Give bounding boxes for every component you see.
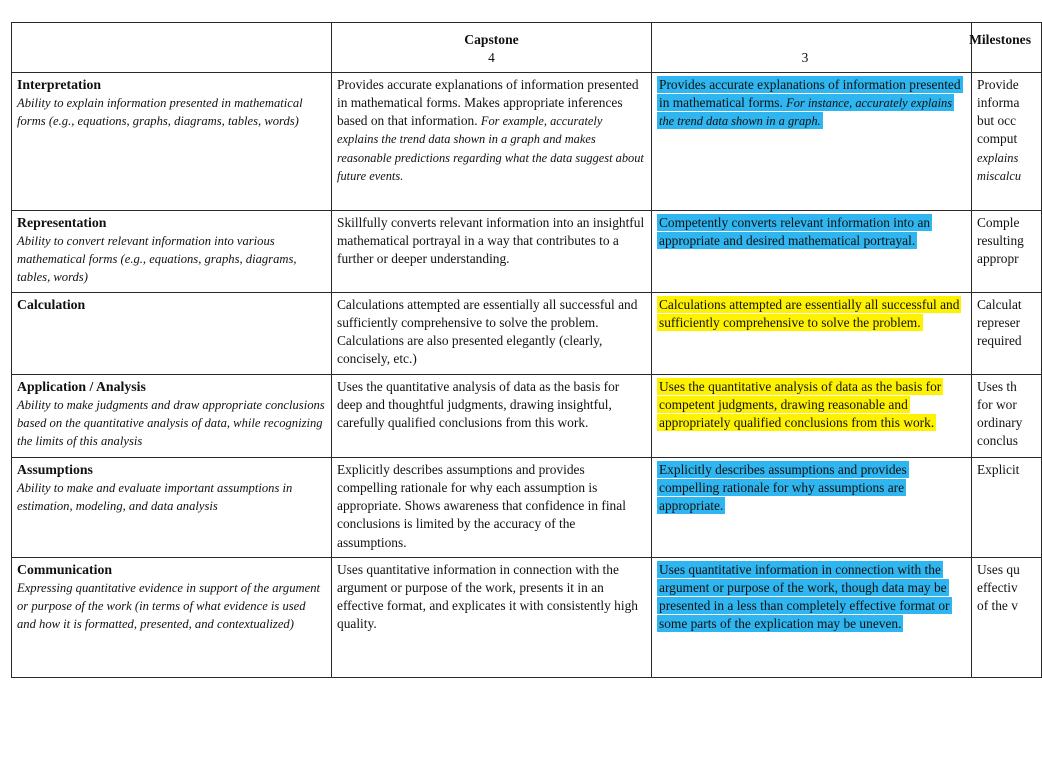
level2-line: effectiv xyxy=(977,579,1018,595)
level2-cell xyxy=(972,210,1042,292)
criterion-description: Ability to make judgments and draw appropriate conclusions based on the quantitative analysis of data, while recognizing the limits of this analysis xyxy=(17,397,325,449)
table-row xyxy=(12,374,1042,457)
level3-text: Calculations attempted are essentially all successful and sufficiently comprehensive to solve the problem. xyxy=(659,296,960,330)
capstone-cell xyxy=(332,210,652,292)
level2-line: resulting xyxy=(977,232,1024,248)
level2-line: Uses th xyxy=(977,378,1017,394)
level3-cell xyxy=(652,72,972,210)
header-row xyxy=(12,23,1042,73)
level2-line: informa xyxy=(977,94,1020,110)
level3-cell xyxy=(652,457,972,557)
capstone-cell xyxy=(332,557,652,677)
header-empty-cell xyxy=(12,23,332,73)
level2-cell xyxy=(972,374,1042,457)
level2-line: Uses qu xyxy=(977,561,1020,577)
table-row xyxy=(12,557,1042,677)
level2-line: represer xyxy=(977,314,1021,330)
value-rubric-table xyxy=(11,22,1042,678)
level3-text: Provides accurate explanations of information presented in mathematical forms. xyxy=(659,76,961,110)
level2-line: Explicit xyxy=(977,461,1020,477)
criterion-cell xyxy=(12,457,332,557)
table-row xyxy=(12,292,1042,374)
level3-example: For instance, accurately explains the trend data shown in a graph. xyxy=(659,95,953,129)
criterion-cell xyxy=(12,292,332,374)
criterion-description: Ability to convert relevant information into various mathematical forms (e.g., equations, graphs, diagrams, tables, words) xyxy=(17,233,297,285)
level3-text: Explicitly describes assumptions and provides compelling rationale for why assumptions are appropriate. xyxy=(659,461,907,514)
level3-text: Uses the quantitative analysis of data as the basis for competent judgments, drawing reasonable and appropriately qualified conclusions from this work. xyxy=(659,378,942,431)
capstone-cell xyxy=(332,374,652,457)
level2-line: conclus xyxy=(977,433,1018,449)
criterion-title: Application / Analysis xyxy=(17,378,146,394)
level3-cell xyxy=(652,374,972,457)
criterion-cell xyxy=(12,557,332,677)
level2-line: required xyxy=(977,333,1022,349)
criterion-description: Ability to make and evaluate important assumptions in estimation, modeling, and data analysis xyxy=(17,480,293,514)
level2-line: appropr xyxy=(977,251,1019,267)
capstone-text: Calculations attempted are essentially all successful and sufficiently comprehensive to solve the problem. Calculations are also presented elegantly (clearly, concisely, etc.) xyxy=(337,296,638,367)
level2-line: Comple xyxy=(977,214,1020,230)
capstone-label: Capstone xyxy=(464,32,519,47)
capstone-cell xyxy=(332,72,652,210)
level3-cell xyxy=(652,210,972,292)
level3-label: 3 xyxy=(801,50,809,66)
level2-line: but occ xyxy=(977,113,1017,129)
capstone-text: Uses quantitative information in connection with the argument or purpose of the work, presents it in an effective format, and explicates it with consistently high quality. xyxy=(337,561,638,632)
level2-line: Calculat xyxy=(977,296,1022,312)
level3-text: Competently converts relevant information into an appropriate and desired mathematical portrayal. xyxy=(659,214,931,248)
capstone-cell xyxy=(332,292,652,374)
criterion-description: Ability to explain information presented in mathematical forms (e.g., equations, graphs, diagrams, tables, words) xyxy=(17,95,303,129)
table-row xyxy=(12,72,1042,210)
level2-line: Provide xyxy=(977,76,1019,92)
header-milestone-3 xyxy=(652,23,1031,73)
capstone-text: Uses the quantitative analysis of data as the basis for deep and thoughtful judgments, drawing insightful, carefully qualified conclusions from this work. xyxy=(337,378,620,431)
level2-line: miscalcu xyxy=(977,169,1022,184)
milestones-label: Milestones xyxy=(969,32,1031,47)
capstone-level: 4 xyxy=(488,50,495,66)
criterion-title: Assumptions xyxy=(17,461,93,477)
capstone-example: For example, accurately explains the trend data shown in a graph and makes reasonable predictions regarding what the data suggest about future events. xyxy=(337,114,644,184)
level2-line: ordinary xyxy=(977,415,1023,431)
level3-highlight xyxy=(657,76,963,130)
criterion-title: Communication xyxy=(17,561,113,577)
level2-cell xyxy=(972,457,1042,557)
capstone-text: Provides accurate explanations of information presented in mathematical forms. Makes appropriate inferences based on that information. xyxy=(337,76,639,129)
level2-line: comput xyxy=(977,131,1018,147)
criterion-title: Interpretation xyxy=(17,76,102,92)
header-capstone xyxy=(332,23,652,73)
capstone-cell xyxy=(332,457,652,557)
criterion-description: Expressing quantitative evidence in support of the argument or purpose of the work (in terms of what evidence is used and how it is formatted, presented, and contextualized) xyxy=(17,580,321,632)
level3-text: Uses quantitative information in connection with the argument or purpose of the work, though data may be presented in a less than completely effective format or some parts of the explication may be uneven. xyxy=(659,561,950,632)
level2-line: explains xyxy=(977,150,1019,165)
criterion-cell xyxy=(12,210,332,292)
level3-cell xyxy=(652,557,972,677)
level2-cell xyxy=(972,557,1042,677)
criterion-cell xyxy=(12,374,332,457)
criterion-cell xyxy=(12,72,332,210)
criterion-title: Calculation xyxy=(17,296,86,312)
criterion-title: Representation xyxy=(17,214,107,230)
level2-line: of the v xyxy=(977,598,1018,614)
capstone-text: Skillfully converts relevant information into an insightful mathematical portrayal in a way that contributes to a further or deeper understanding. xyxy=(337,214,645,267)
level2-line: for wor xyxy=(977,396,1017,412)
table-row xyxy=(12,457,1042,557)
table-row xyxy=(12,210,1042,292)
level2-cell xyxy=(972,72,1042,210)
capstone-text: Explicitly describes assumptions and provides compelling rationale for why each assumption is appropriate. Shows awareness that confidence in final conclusions is limited by the accuracy of the assumptions. xyxy=(337,461,626,550)
level3-cell xyxy=(652,292,972,374)
level2-cell xyxy=(972,292,1042,374)
